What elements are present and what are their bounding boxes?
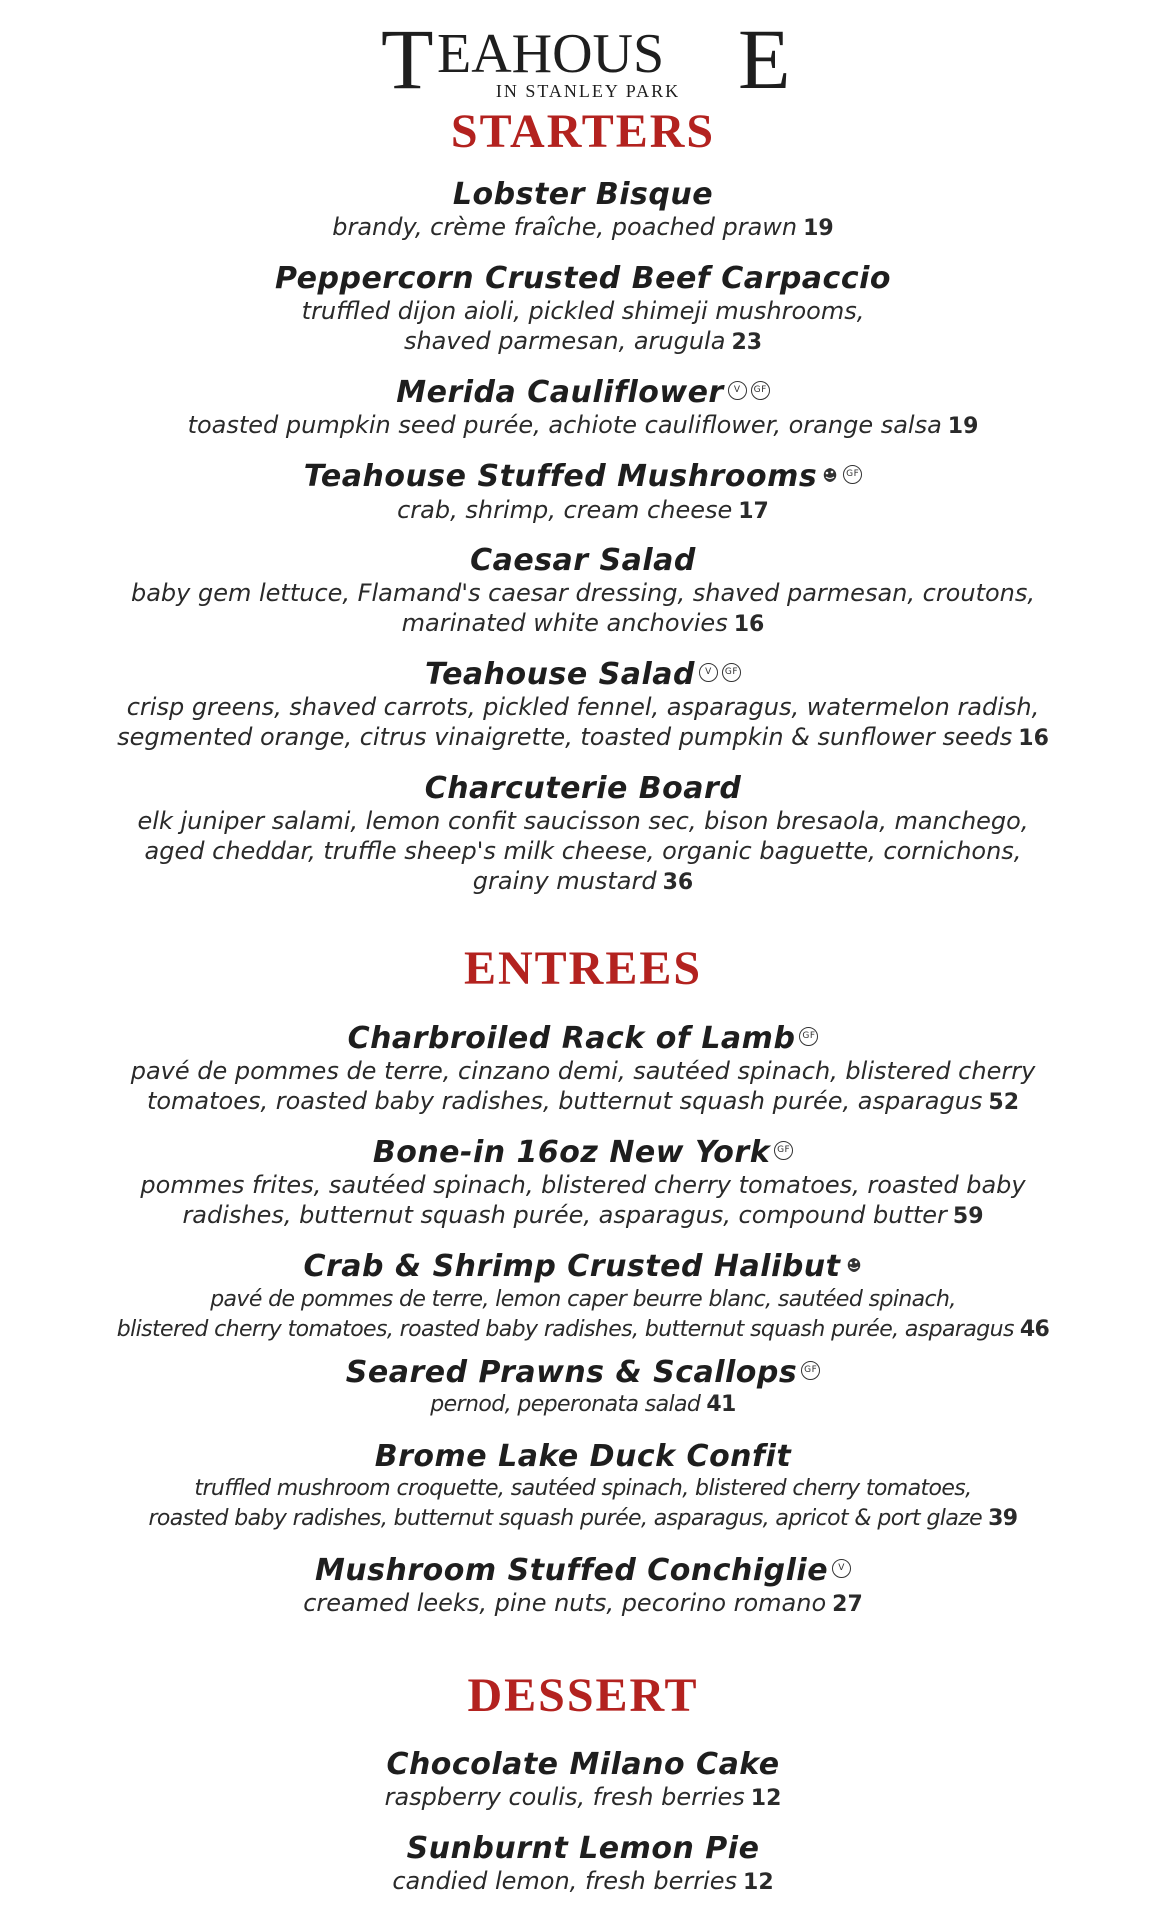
item-description: pavé de pommes de terre, cinzano demi, sautéed spinach, blistered cherry tomatoes, roasted baby radishes, butternut squash purée, asparagus 52 <box>130 1057 1036 1115</box>
item-description: toasted pumpkin seed purée, achiote cauliflower, orange salsa 19 <box>187 411 979 439</box>
gluten-free-icon: GF <box>722 663 741 682</box>
item-name: Peppercorn Crusted Beef Carpaccio <box>274 261 892 296</box>
item-description: truffled dijon aioli, pickled shimeji mushrooms, shaved parmesan, arugula 23 <box>301 297 865 355</box>
menu-item-chocolate-cake <box>40 1748 1126 1814</box>
menu-item-teahouse-salad <box>40 658 1126 754</box>
dessert-heading: DESSERT <box>467 1669 699 1722</box>
teahouse-logo <box>373 10 793 107</box>
logo-subtitle: IN STANLEY PARK <box>495 81 681 101</box>
item-name: Mushroom Stuffed Conchiglie V <box>40 1554 1126 1588</box>
item-description: pommes frites, sautéed spinach, blistered cherry tomatoes, roasted baby radishes, butternut squash purée, asparagus, compound butter 59 <box>140 1171 1026 1229</box>
starters-heading: STARTERS <box>450 105 716 158</box>
item-name: Merida Cauliflower V GF <box>40 376 1126 410</box>
gluten-free-icon: GF <box>843 465 862 484</box>
item-name: Caesar Salad <box>470 543 696 578</box>
item-price: 19 <box>803 216 834 241</box>
seafood-icon <box>845 1248 863 1282</box>
vegetarian-icon: V <box>832 1559 851 1578</box>
menu-item-prawns-scallops <box>40 1356 1126 1420</box>
item-description: crab, shrimp, cream cheese 17 <box>397 495 769 524</box>
menu-item-lobster-bisque <box>40 178 1126 244</box>
gluten-free-icon: GF <box>774 1141 793 1160</box>
vegetarian-icon: V <box>699 663 718 682</box>
item-price: 41 <box>706 1392 736 1417</box>
item-price: 16 <box>1018 726 1049 751</box>
vegetarian-icon: V <box>728 381 747 400</box>
item-description: pernod, peperonata salad 41 <box>430 1392 736 1417</box>
item-price: 17 <box>738 498 769 524</box>
item-price: 59 <box>952 1204 984 1229</box>
item-name: Chocolate Milano Cake <box>386 1747 780 1782</box>
item-price: 12 <box>743 1870 774 1895</box>
item-name: Sunburnt Lemon Pie <box>406 1831 760 1866</box>
item-name: Teahouse Salad V GF <box>40 658 1126 692</box>
menu-item-rack-of-lamb <box>40 1022 1126 1118</box>
gluten-free-icon: GF <box>801 1361 820 1380</box>
menu-item-stuffed-mushrooms <box>40 460 1126 527</box>
item-price: 52 <box>988 1090 1020 1115</box>
menu-item-charcuterie-board <box>40 772 1126 898</box>
item-description: baby gem lettuce, Flamand's caesar dressing, shaved parmesan, croutons, marinated white anchovies 16 <box>130 579 1036 637</box>
menu-item-duck-confit <box>40 1440 1126 1534</box>
item-name: Lobster Bisque <box>452 177 714 212</box>
item-name: Crab & Shrimp Crusted Halibut <box>40 1250 1126 1285</box>
menu-item-new-york-steak <box>40 1136 1126 1232</box>
item-description: raspberry coulis, fresh berries 12 <box>384 1783 782 1811</box>
item-description: brandy, crème fraîche, poached prawn 19 <box>332 213 834 241</box>
item-name: Brome Lake Duck Confit <box>374 1439 792 1474</box>
logo-wordmark: EAHOUS <box>437 23 665 85</box>
item-price: 16 <box>733 612 765 637</box>
item-name: Bone-in 16oz New York GF <box>40 1136 1126 1170</box>
item-description: truffled mushroom croquette, sautéed spinach, blistered cherry tomatoes, roasted baby radishes, butternut squash purée, asparagus, apricot & port glaze 39 <box>148 1476 1018 1531</box>
item-description: creamed leeks, pine nuts, pecorino romano 27 <box>303 1589 863 1617</box>
menu-item-conchiglie <box>40 1554 1126 1620</box>
logo-letter-e: E <box>738 11 791 107</box>
menu-item-crusted-halibut <box>40 1250 1126 1345</box>
gluten-free-icon: GF <box>751 381 770 400</box>
item-description: crisp greens, shaved carrots, pickled fennel, asparagus, watermelon radish, segmented orange, citrus vinaigrette, toasted pumpkin & sunflower seeds 16 <box>117 693 1049 751</box>
logo-letter-t: T <box>381 11 432 107</box>
item-price: 23 <box>731 330 763 355</box>
menu-item-lemon-pie <box>40 1832 1126 1898</box>
item-price: 12 <box>750 1786 782 1811</box>
item-description: candied lemon, fresh berries 12 <box>392 1867 774 1895</box>
item-price: 46 <box>1019 1316 1050 1342</box>
item-name: Charbroiled Rack of Lamb GF <box>40 1022 1126 1056</box>
menu-item-beef-carpaccio <box>40 262 1126 358</box>
menu-item-merida-cauliflower <box>40 376 1126 442</box>
entrees-heading: ENTREES <box>463 942 703 995</box>
item-description: pavé de pommes de terre, lemon caper beurre blanc, sautéed spinach, blistered cherry tomatoes, roasted baby radishes, butternut squash purée, asparagus 46 <box>116 1286 1050 1342</box>
item-price: 19 <box>947 414 979 439</box>
item-name: Seared Prawns & Scallops GF <box>40 1356 1126 1390</box>
seafood-icon <box>821 458 839 492</box>
menu-item-caesar-salad <box>40 544 1126 640</box>
item-price: 36 <box>662 870 694 895</box>
item-price: 39 <box>988 1506 1018 1531</box>
item-name: Charcuterie Board <box>424 771 742 806</box>
item-price: 27 <box>832 1592 863 1617</box>
item-description: elk juniper salami, lemon confit saucisson sec, bison bresaola, manchego, aged cheddar, truffle sheep's milk cheese, organic baguette, cornichons, grainy mustard 36 <box>137 807 1029 895</box>
item-name: Teahouse Stuffed Mushrooms GF <box>40 460 1126 495</box>
gluten-free-icon: GF <box>799 1027 818 1046</box>
